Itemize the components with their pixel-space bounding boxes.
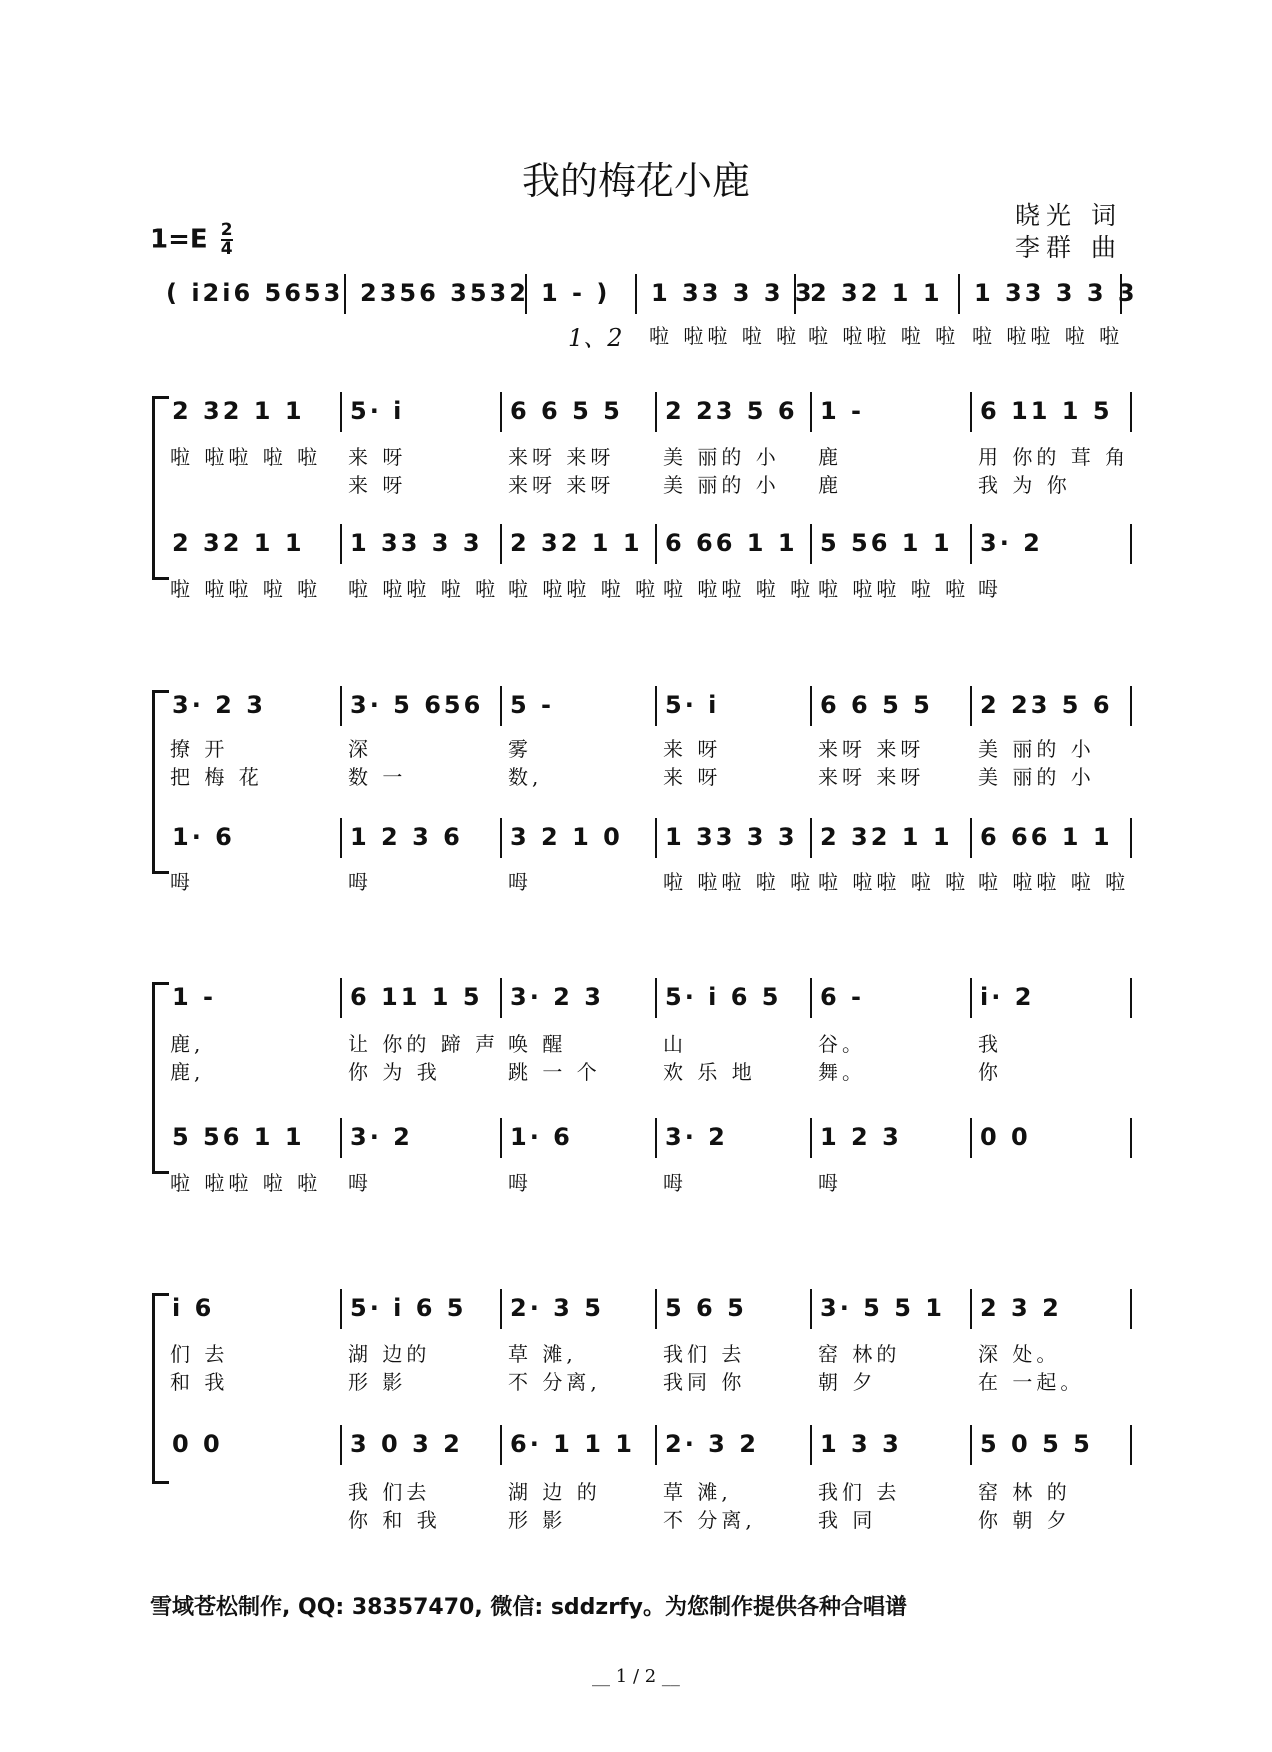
lyric-syllables: 湖 边的 — [348, 1342, 431, 1366]
barline — [655, 686, 657, 726]
lyric-syllables: 你 朝 夕 — [978, 1508, 1071, 1532]
measure-notes: 3· 5 5 1 — [820, 1294, 945, 1322]
lyric-syllables: 来呀 来呀 — [508, 473, 615, 497]
barline — [810, 978, 812, 1018]
lyric-syllables: 你 — [978, 1060, 1002, 1084]
barline — [810, 524, 812, 564]
lyric-syllables: 湖 边 的 — [508, 1480, 601, 1504]
measure-notes: 5 0 5 5 — [980, 1430, 1093, 1458]
measure-notes: 3· 2 3 — [172, 691, 266, 719]
barline — [340, 1425, 342, 1465]
lyric-syllables: 呣 — [170, 870, 194, 894]
measure-notes: ( i2i6 5653 — [166, 279, 344, 307]
measure-notes: 5· i — [665, 691, 720, 719]
measure-notes: 2 32 1 1 — [172, 529, 305, 557]
lyric-syllables: 美 丽的 小 — [978, 765, 1095, 789]
lyric-syllables: 草 滩, — [663, 1480, 732, 1504]
measure-notes: 3· 5 656 — [350, 691, 484, 719]
barline — [655, 524, 657, 564]
measure-notes: 5· i — [350, 397, 405, 425]
measure-notes: 2 23 5 6 — [980, 691, 1113, 719]
barline — [340, 686, 342, 726]
lyric-syllables: 我们 去 — [663, 1342, 746, 1366]
lyric-syllables: 把 梅 花 — [170, 765, 263, 789]
lyric-syllables: 来 呀 — [348, 445, 407, 469]
lyricist-credit: 晓光 词 — [1015, 201, 1122, 230]
barline — [970, 686, 972, 726]
lyric-syllables: 啦 啦啦 啦 啦 — [818, 870, 970, 894]
barline — [655, 392, 657, 432]
barline — [1130, 1118, 1132, 1158]
lyric-syllables: 和 我 — [170, 1370, 229, 1394]
lyric-syllables: 呣 — [508, 870, 532, 894]
measure-notes: 6 11 1 5 — [350, 983, 483, 1011]
barline — [1130, 524, 1132, 564]
barline — [1120, 274, 1122, 314]
measure-notes: 5 56 1 1 — [172, 1123, 305, 1151]
lyric-syllables: 呣 — [348, 870, 372, 894]
barline — [810, 1289, 812, 1329]
barline — [340, 1289, 342, 1329]
measure-notes: 2 32 1 1 — [510, 529, 643, 557]
lyric-syllables: 呣 — [663, 1171, 687, 1195]
measure-notes: 6 11 1 5 — [980, 397, 1113, 425]
lyric-syllables: 我 — [978, 1032, 1002, 1056]
barline — [500, 1425, 502, 1465]
lyric-syllables: 们 去 — [170, 1342, 229, 1366]
lyric-syllables: 我同 你 — [663, 1370, 746, 1394]
lyric-syllables: 啦 啦啦 啦 啦 — [978, 870, 1130, 894]
barline — [340, 818, 342, 858]
lyric-syllables: 在 一起。 — [978, 1370, 1085, 1394]
system-bracket — [152, 396, 169, 580]
measure-notes: 2356 3532 — [360, 279, 529, 307]
lyric-syllables: 我们 去 — [818, 1480, 901, 1504]
barline — [970, 1289, 972, 1329]
lyric-syllables: 窑 林 的 — [978, 1480, 1071, 1504]
barline — [500, 978, 502, 1018]
measure-notes: 6 - — [820, 983, 865, 1011]
lyric-syllables: 啦 啦啦 啦 啦 — [663, 870, 815, 894]
lyric-syllables: 跳 一 个 — [508, 1060, 601, 1084]
barline — [794, 274, 796, 314]
lyric-syllables: 深 — [348, 737, 372, 761]
barline — [500, 524, 502, 564]
barline — [500, 1118, 502, 1158]
barline — [1130, 1425, 1132, 1465]
barline — [344, 274, 346, 314]
barline — [970, 524, 972, 564]
lyric-syllables: 啦 啦啦 啦 啦 — [170, 1171, 322, 1195]
barline — [500, 392, 502, 432]
barline — [525, 274, 527, 314]
lyric-syllables: 朝 夕 — [818, 1370, 877, 1394]
lyric-syllables: 来 呀 — [663, 737, 722, 761]
lyric-syllables: 呣 — [348, 1171, 372, 1195]
measure-notes: 1 2 3 6 — [350, 823, 463, 851]
lyric-syllables: 用 你的 茸 角 — [978, 445, 1130, 469]
measure-notes: 6 66 1 1 — [665, 529, 798, 557]
verse-marker: 1、2 — [568, 324, 623, 352]
lyric-syllables: 谷。 — [818, 1032, 866, 1056]
barline — [970, 818, 972, 858]
barline — [500, 1289, 502, 1329]
lyric-syllables: 山 — [663, 1032, 687, 1056]
footer-credit: 雪域苍松制作, QQ: 38357470, 微信: sddzrfy。为您制作提供各种合唱谱 — [150, 1595, 907, 1620]
lyric-syllables: 鹿 — [818, 445, 842, 469]
lyric-syllables: 你 为 我 — [348, 1060, 441, 1084]
time-signature-bottom: 4 — [220, 239, 233, 259]
barline — [1130, 686, 1132, 726]
barline — [970, 1118, 972, 1158]
system-bracket — [152, 690, 169, 874]
measure-notes: 6 66 1 1 — [980, 823, 1113, 851]
barline — [958, 274, 960, 314]
lyric-syllables: 来 呀 — [663, 765, 722, 789]
measure-notes: 1· 6 — [510, 1123, 573, 1151]
lyric-syllables: 形 影 — [508, 1508, 567, 1532]
lyric-syllables: 啦 啦啦 啦 啦 — [508, 577, 660, 601]
lyric-syllables: 数 一 — [348, 765, 407, 789]
lyric-syllables: 美 丽的 小 — [663, 445, 780, 469]
lyric-syllables: 不 分离, — [663, 1508, 756, 1532]
measure-notes: 3 2 1 0 — [510, 823, 623, 851]
lyric-syllables: 来呀 来呀 — [818, 765, 925, 789]
lyric-syllables: 呣 — [508, 1171, 532, 1195]
lyric-syllables: 啦 啦啦 啦 啦 — [348, 577, 500, 601]
barline — [340, 524, 342, 564]
barline — [340, 1118, 342, 1158]
barline — [655, 978, 657, 1018]
measure-notes: 2 32 1 1 — [820, 823, 953, 851]
barline — [970, 1425, 972, 1465]
page-number: __ 1 / 2 __ — [592, 1666, 680, 1687]
lyric-syllables: 数, — [508, 765, 543, 789]
lyric-syllables: 美 丽的 小 — [978, 737, 1095, 761]
measure-notes: 3· 2 — [665, 1123, 728, 1151]
lyric-syllables: 深 处。 — [978, 1342, 1061, 1366]
lyric-syllables: 来呀 来呀 — [818, 737, 925, 761]
measure-notes: 5 56 1 1 — [820, 529, 953, 557]
measure-notes: 2 3 2 — [980, 1294, 1062, 1322]
lyric-syllables: 啦 啦啦 啦 啦 — [663, 577, 815, 601]
lyric-syllables: 形 影 — [348, 1370, 407, 1394]
barline — [810, 392, 812, 432]
score-title: 我的梅花小鹿 — [521, 159, 750, 203]
lyric-syllables: 鹿 — [818, 473, 842, 497]
barline — [500, 818, 502, 858]
barline — [970, 978, 972, 1018]
barline — [635, 274, 637, 314]
measure-notes: 1 - ) — [541, 279, 611, 307]
measure-notes: 5· i 6 5 — [665, 983, 782, 1011]
barline — [810, 686, 812, 726]
lyric-syllables: 窑 林的 — [818, 1342, 901, 1366]
barline — [1130, 392, 1132, 432]
lyric-syllables: 我 们去 — [348, 1480, 431, 1504]
lyric-syllables: 啦 啦啦 啦 啦 — [808, 324, 960, 348]
lyric-syllables: 啦 啦啦 啦 啦 — [170, 445, 322, 469]
lyric-syllables: 美 丽的 小 — [663, 473, 780, 497]
measure-notes: 3· 2 — [350, 1123, 413, 1151]
system-bracket — [152, 1293, 169, 1484]
measure-notes: 1 33 3 3 — [665, 823, 798, 851]
measure-notes: 2 32 1 1 — [810, 279, 943, 307]
barline — [810, 1118, 812, 1158]
measure-notes: 5 - — [510, 691, 555, 719]
measure-notes: 1 3 3 — [820, 1430, 902, 1458]
lyric-syllables: 啦 啦啦 啦 啦 — [649, 324, 801, 348]
barline — [655, 1425, 657, 1465]
lyric-syllables: 呣 — [978, 577, 1002, 601]
lyric-syllables: 啦 啦啦 啦 啦 — [972, 324, 1124, 348]
barline — [500, 686, 502, 726]
system-bracket — [152, 982, 169, 1174]
barline — [655, 818, 657, 858]
measure-notes: 1· 6 — [172, 823, 235, 851]
barline — [810, 818, 812, 858]
measure-notes: 1 - — [172, 983, 217, 1011]
measure-notes: 0 0 — [172, 1430, 223, 1458]
lyric-syllables: 我 同 — [818, 1508, 877, 1532]
barline — [1130, 818, 1132, 858]
lyric-syllables: 你 和 我 — [348, 1508, 441, 1532]
lyric-syllables: 草 滩, — [508, 1342, 577, 1366]
lyric-syllables: 鹿, — [170, 1032, 205, 1056]
measure-notes: 3· 2 — [980, 529, 1043, 557]
lyric-syllables: 雾 — [508, 737, 532, 761]
lyric-syllables: 撩 开 — [170, 737, 229, 761]
lyric-syllables: 不 分离, — [508, 1370, 601, 1394]
barline — [340, 978, 342, 1018]
page-number-text: 1 / 2 — [615, 1666, 657, 1687]
measure-notes: 6 6 5 5 — [820, 691, 933, 719]
measure-notes: 2 32 1 1 — [172, 397, 305, 425]
lyric-syllables: 来呀 来呀 — [508, 445, 615, 469]
measure-notes: 1 2 3 — [820, 1123, 902, 1151]
lyric-syllables: 啦 啦啦 啦 啦 — [170, 577, 322, 601]
barline — [655, 1289, 657, 1329]
measure-notes: 2· 3 5 — [510, 1294, 604, 1322]
lyric-syllables: 唤 醒 — [508, 1032, 567, 1056]
measure-notes: 2· 3 2 — [665, 1430, 759, 1458]
barline — [655, 1118, 657, 1158]
barline — [810, 1425, 812, 1465]
measure-notes: 1 - — [820, 397, 865, 425]
composer-credit: 李群 曲 — [1015, 233, 1122, 262]
lyric-syllables: 鹿, — [170, 1060, 205, 1084]
barline — [340, 392, 342, 432]
lyric-syllables: 啦 啦啦 啦 啦 — [818, 577, 970, 601]
lyric-syllables: 我 为 你 — [978, 473, 1071, 497]
measure-notes: i 6 — [172, 1294, 215, 1322]
barline — [970, 392, 972, 432]
barline — [1130, 1289, 1132, 1329]
lyric-syllables: 欢 乐 地 — [663, 1060, 756, 1084]
lyric-syllables: 舞。 — [818, 1060, 866, 1084]
key-label: 1=E — [150, 224, 208, 255]
measure-notes: 1 33 3 3 3 — [974, 279, 1138, 307]
measure-notes: 1 33 3 3 — [350, 529, 483, 557]
measure-notes: 6 6 5 5 — [510, 397, 623, 425]
measure-notes: 6· 1 1 1 — [510, 1430, 635, 1458]
measure-notes: 5 6 5 — [665, 1294, 747, 1322]
measure-notes: 5· i 6 5 — [350, 1294, 467, 1322]
measure-notes: 3 0 3 2 — [350, 1430, 463, 1458]
barline — [1130, 978, 1132, 1018]
time-signature-top: 2 — [220, 220, 233, 240]
measure-notes: 1 33 3 3 3 — [651, 279, 815, 307]
lyric-syllables: 让 你的 蹄 声 — [348, 1032, 500, 1056]
lyric-syllables: 来 呀 — [348, 473, 407, 497]
measure-notes: 0 0 — [980, 1123, 1031, 1151]
measure-notes: i· 2 — [980, 983, 1035, 1011]
measure-notes: 3· 2 3 — [510, 983, 604, 1011]
lyric-syllables: 呣 — [818, 1171, 842, 1195]
measure-notes: 2 23 5 6 — [665, 397, 798, 425]
